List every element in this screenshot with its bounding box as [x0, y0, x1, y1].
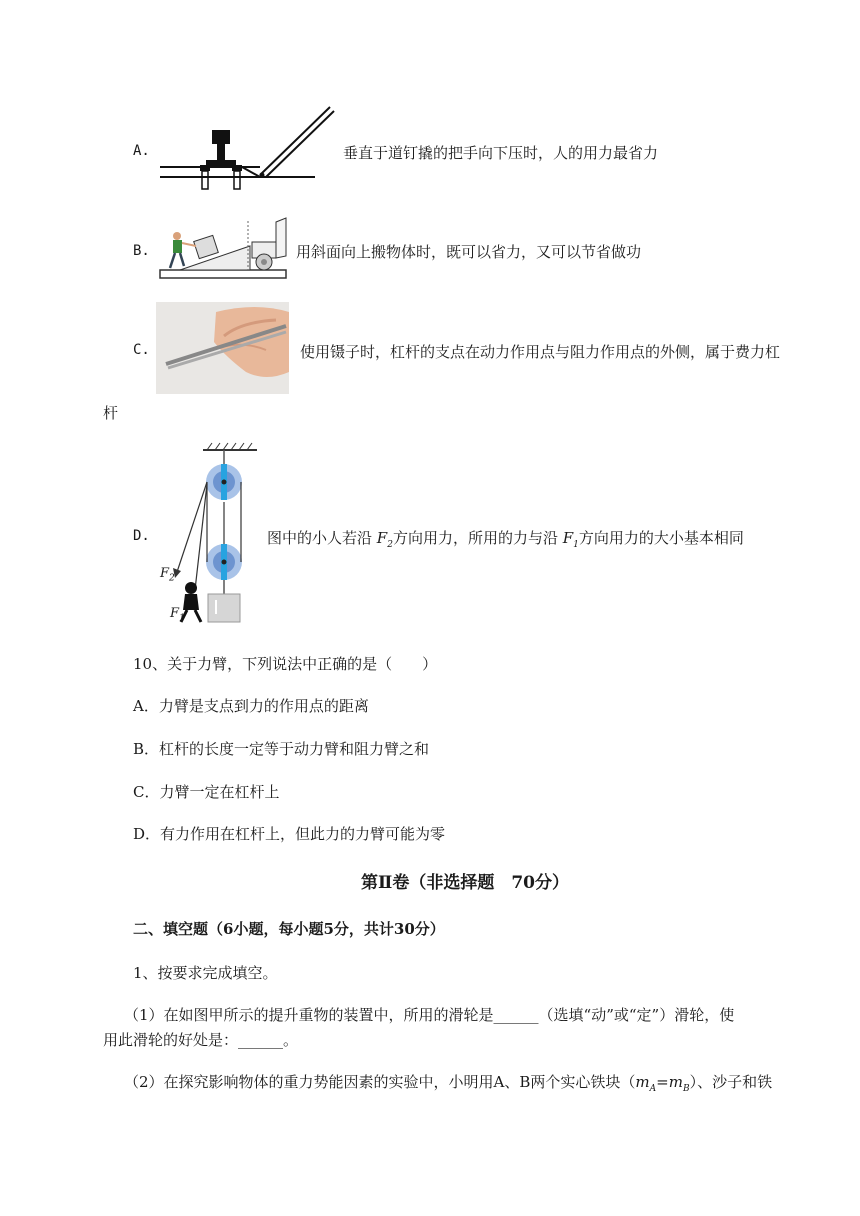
- option-d-letter: D.: [133, 528, 150, 544]
- pulley-system-figure: [155, 440, 265, 626]
- track-crowbar-figure: [160, 105, 335, 195]
- fill-q1-part1-line2: 用此滑轮的好处是：______。: [103, 1031, 299, 1049]
- option-c-text-line1: 使用镊子时，杠杆的支点在动力作用点与阻力作用点的外侧，属于费力杠: [300, 343, 781, 361]
- figure-label-f1: $F_1$: [170, 606, 185, 624]
- q10-option-b: B．杠杆的长度一定等于动力臂和阻力臂之和: [133, 740, 430, 758]
- option-b-text: 用斜面向上搬物体时，既可以省力，又可以节省做功: [296, 243, 642, 261]
- option-c-letter: C.: [133, 342, 150, 358]
- fill-q1-part2-line1: （2）在探究影响物体的重力势能因素的实验中，小明用A、B两个实心铁块$(m_A=m_B)$、沙子和铁: [124, 1073, 773, 1094]
- option-b-letter: B.: [133, 243, 150, 259]
- q10-option-d: D．有力作用在杠杆上，但此力的力臂可能为零: [133, 825, 446, 843]
- fill-q1-stem: 1、按要求完成填空。: [133, 964, 278, 982]
- fill-q1-part1-line1: （1）在如图甲所示的提升重物的装置中，所用的滑轮是______（选填“动”或“定”）滑轮，使: [124, 1006, 735, 1024]
- part-heading: 二、填空题（6小题，每小题5分，共计30分）: [133, 920, 445, 938]
- section-title: 第Ⅱ卷（非选择题 70分）: [361, 873, 569, 893]
- q10-option-c: C．力臂一定在杠杆上: [133, 783, 280, 801]
- q10-stem: 10、关于力臂，下列说法中正确的是（ ）: [133, 655, 438, 673]
- q10-option-a: A．力臂是支点到力的作用点的距离: [133, 697, 369, 715]
- option-c-text-line2: 杆: [103, 404, 119, 422]
- tweezers-photo: [156, 302, 289, 394]
- option-d-text: 图中的小人若沿 $F_2$方向用力，所用的力与沿 $F_1$方向用力的大小基本相同: [267, 529, 744, 550]
- option-a-text: 垂直于道钉撬的把手向下压时，人的用力最省力: [343, 144, 659, 162]
- figure-label-f2: $F_2$: [160, 566, 175, 584]
- inclined-plane-figure: [160, 216, 290, 280]
- option-a-letter: A.: [133, 143, 150, 159]
